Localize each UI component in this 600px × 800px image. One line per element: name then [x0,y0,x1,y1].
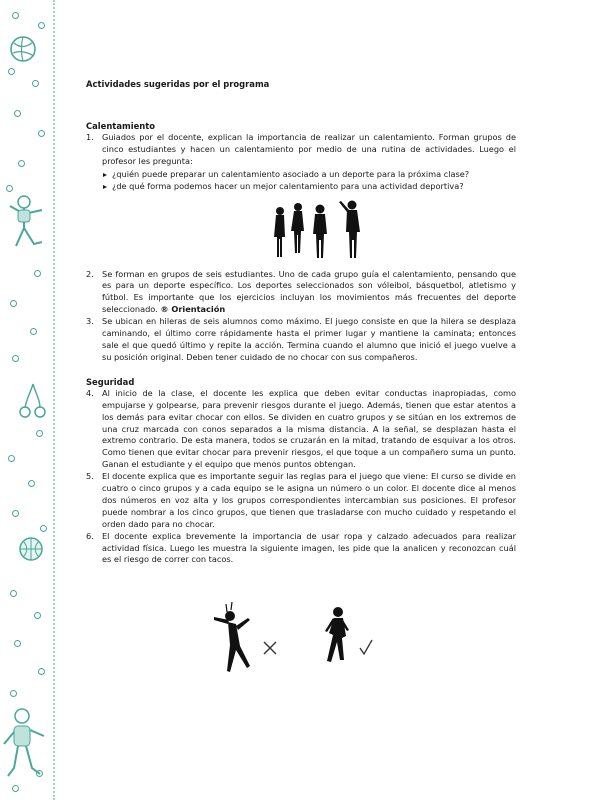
section-heading-seguridad: Seguridad [86,376,135,387]
document-body [86,78,516,686]
decor-dot [8,455,15,462]
item-text: El docente explica brevemente la importancia de usar ropa y calzado adecuados para realizar actividad física. Luego les muestra la siguiente imagen, les pide que la analicen y reconozcan cuál es el riesgo de correr con tacos. [102,530,516,565]
decor-dot [10,300,17,307]
decor-dot [38,22,45,29]
safety-activity-list [86,388,516,567]
decor-dot [34,612,41,619]
activity-item [86,316,516,364]
kids-illustration [86,193,516,269]
child-figure-icon [2,192,52,252]
ball-icon [6,34,40,64]
decor-dot [12,510,19,517]
decorative-margin [0,0,62,800]
dotted-border [53,0,55,800]
decor-dot [8,68,15,75]
falling-woman-cross-icon [206,602,296,684]
item-text: Al inicio de la clase, el docente les explica que deben evitar conductas inapropiadas, como empujarse y golpearse, para prevenir riesgos durante el juego. Además, tienen que estar atentos a los demás para evitar chocar con ellos. Se dividen en cuatro grupos y se sitúan en los extremos de una cruz marcada con conos separados a la misma distancia. A la señal, se desplazan hasta el extremo contrario. De esta manera, todos se cruzarán en la mitad, tratando de esquivar a los otros. Como tienen que evitar chocar para prevenir riesgos, el que toque a un compañero suma un punto. Ganan el estudiante y el equipo que menos puntos obtengan. [102,387,516,470]
decor-dot [40,525,47,532]
decor-dot [18,160,25,167]
decor-dot [30,328,37,335]
item-number: 4. [86,387,94,398]
item-text: Guiados por el docente, explican la importancia de realizar un calentamiento. Forman grupos de cinco estudiantes y hacen un calentamiento por medio de una rutina de actividades. Luego el profesor les pregunta: [102,132,516,166]
decor-dot [14,110,21,117]
activity-list-continued [86,269,516,364]
decor-dot [32,80,39,87]
item-number: 6. [86,530,94,541]
decor-dot [38,668,45,675]
activity-item [86,531,516,567]
decor-dot [14,640,21,647]
item-text: Se forman en grupos de seis estudiantes. Uno de cada grupo guía el calentamiento, pensando que es para un deporte específico. Los deportes seleccionados son vóleibol, básquetbol, atletismo y fútbol. Es importante que los ejercicios incluyan los movimientos más frecuentes del deporte seleccionado. [102,268,516,315]
question-item: ¿de qué forma podemos hacer un mejor calentamiento para una actividad deportiva? [102,181,516,193]
page-title: Actividades sugeridas por el programa [86,79,270,89]
question-list [102,169,516,193]
decor-dot [34,270,41,277]
orientation-tag: ® Orientación [160,304,226,315]
running-child-icon [2,706,54,786]
activity-item [86,269,516,317]
decor-dot [36,430,43,437]
decor-dot [12,785,19,792]
item-number: 2. [86,268,94,279]
running-woman-check-icon [316,604,396,686]
item-text: Se ubican en hileras de seis alumnos como máximo. El juego consiste en que la hilera se desplaza caminando, el último corre rápidamente hasta el primer lugar y mantiene la caminata; entonces sale el que quedó último y repite la acción. Termina cuando el alumno que inició el juego vuelve a su posición original. Deben tener cuidado de no chocar con sus compañeros. [102,316,516,362]
cherries-icon [18,380,48,420]
activity-item [86,388,516,471]
decor-dot [10,590,17,597]
item-number: 1. [86,132,94,142]
kids-silhouettes-icon [270,199,370,263]
activity-item [86,471,516,531]
decor-dot [12,12,19,19]
decor-dot [6,185,13,192]
item-number: 3. [86,316,94,327]
item-number: 5. [86,471,94,482]
decor-dot [10,690,17,697]
activity-list [86,132,516,193]
decor-dot [12,355,19,362]
question-item: ¿quién puede preparar un calentamiento asociado a un deporte para la próxima clase? [102,169,516,181]
basketball-icon [16,534,46,564]
footwear-illustration [86,566,516,686]
decor-dot [38,130,45,137]
section-heading-calentamiento: Calentamiento [86,121,155,131]
item-text: El docente explica que es importante seguir las reglas para el juego que viene: El curso se divide en cuatro o cinco grupos y a cada equipo se le asigna un número o un color. El docente dice al menos dos números en voz alta y los grupos correspondientes intercambian sus posiciones. El profesor puede nombrar a los cinco grupos, que tienen que trasladarse con mucho cuidado y respetando el orden dado para no chocar. [102,471,516,529]
activity-item [86,132,516,193]
decor-dot [28,480,35,487]
